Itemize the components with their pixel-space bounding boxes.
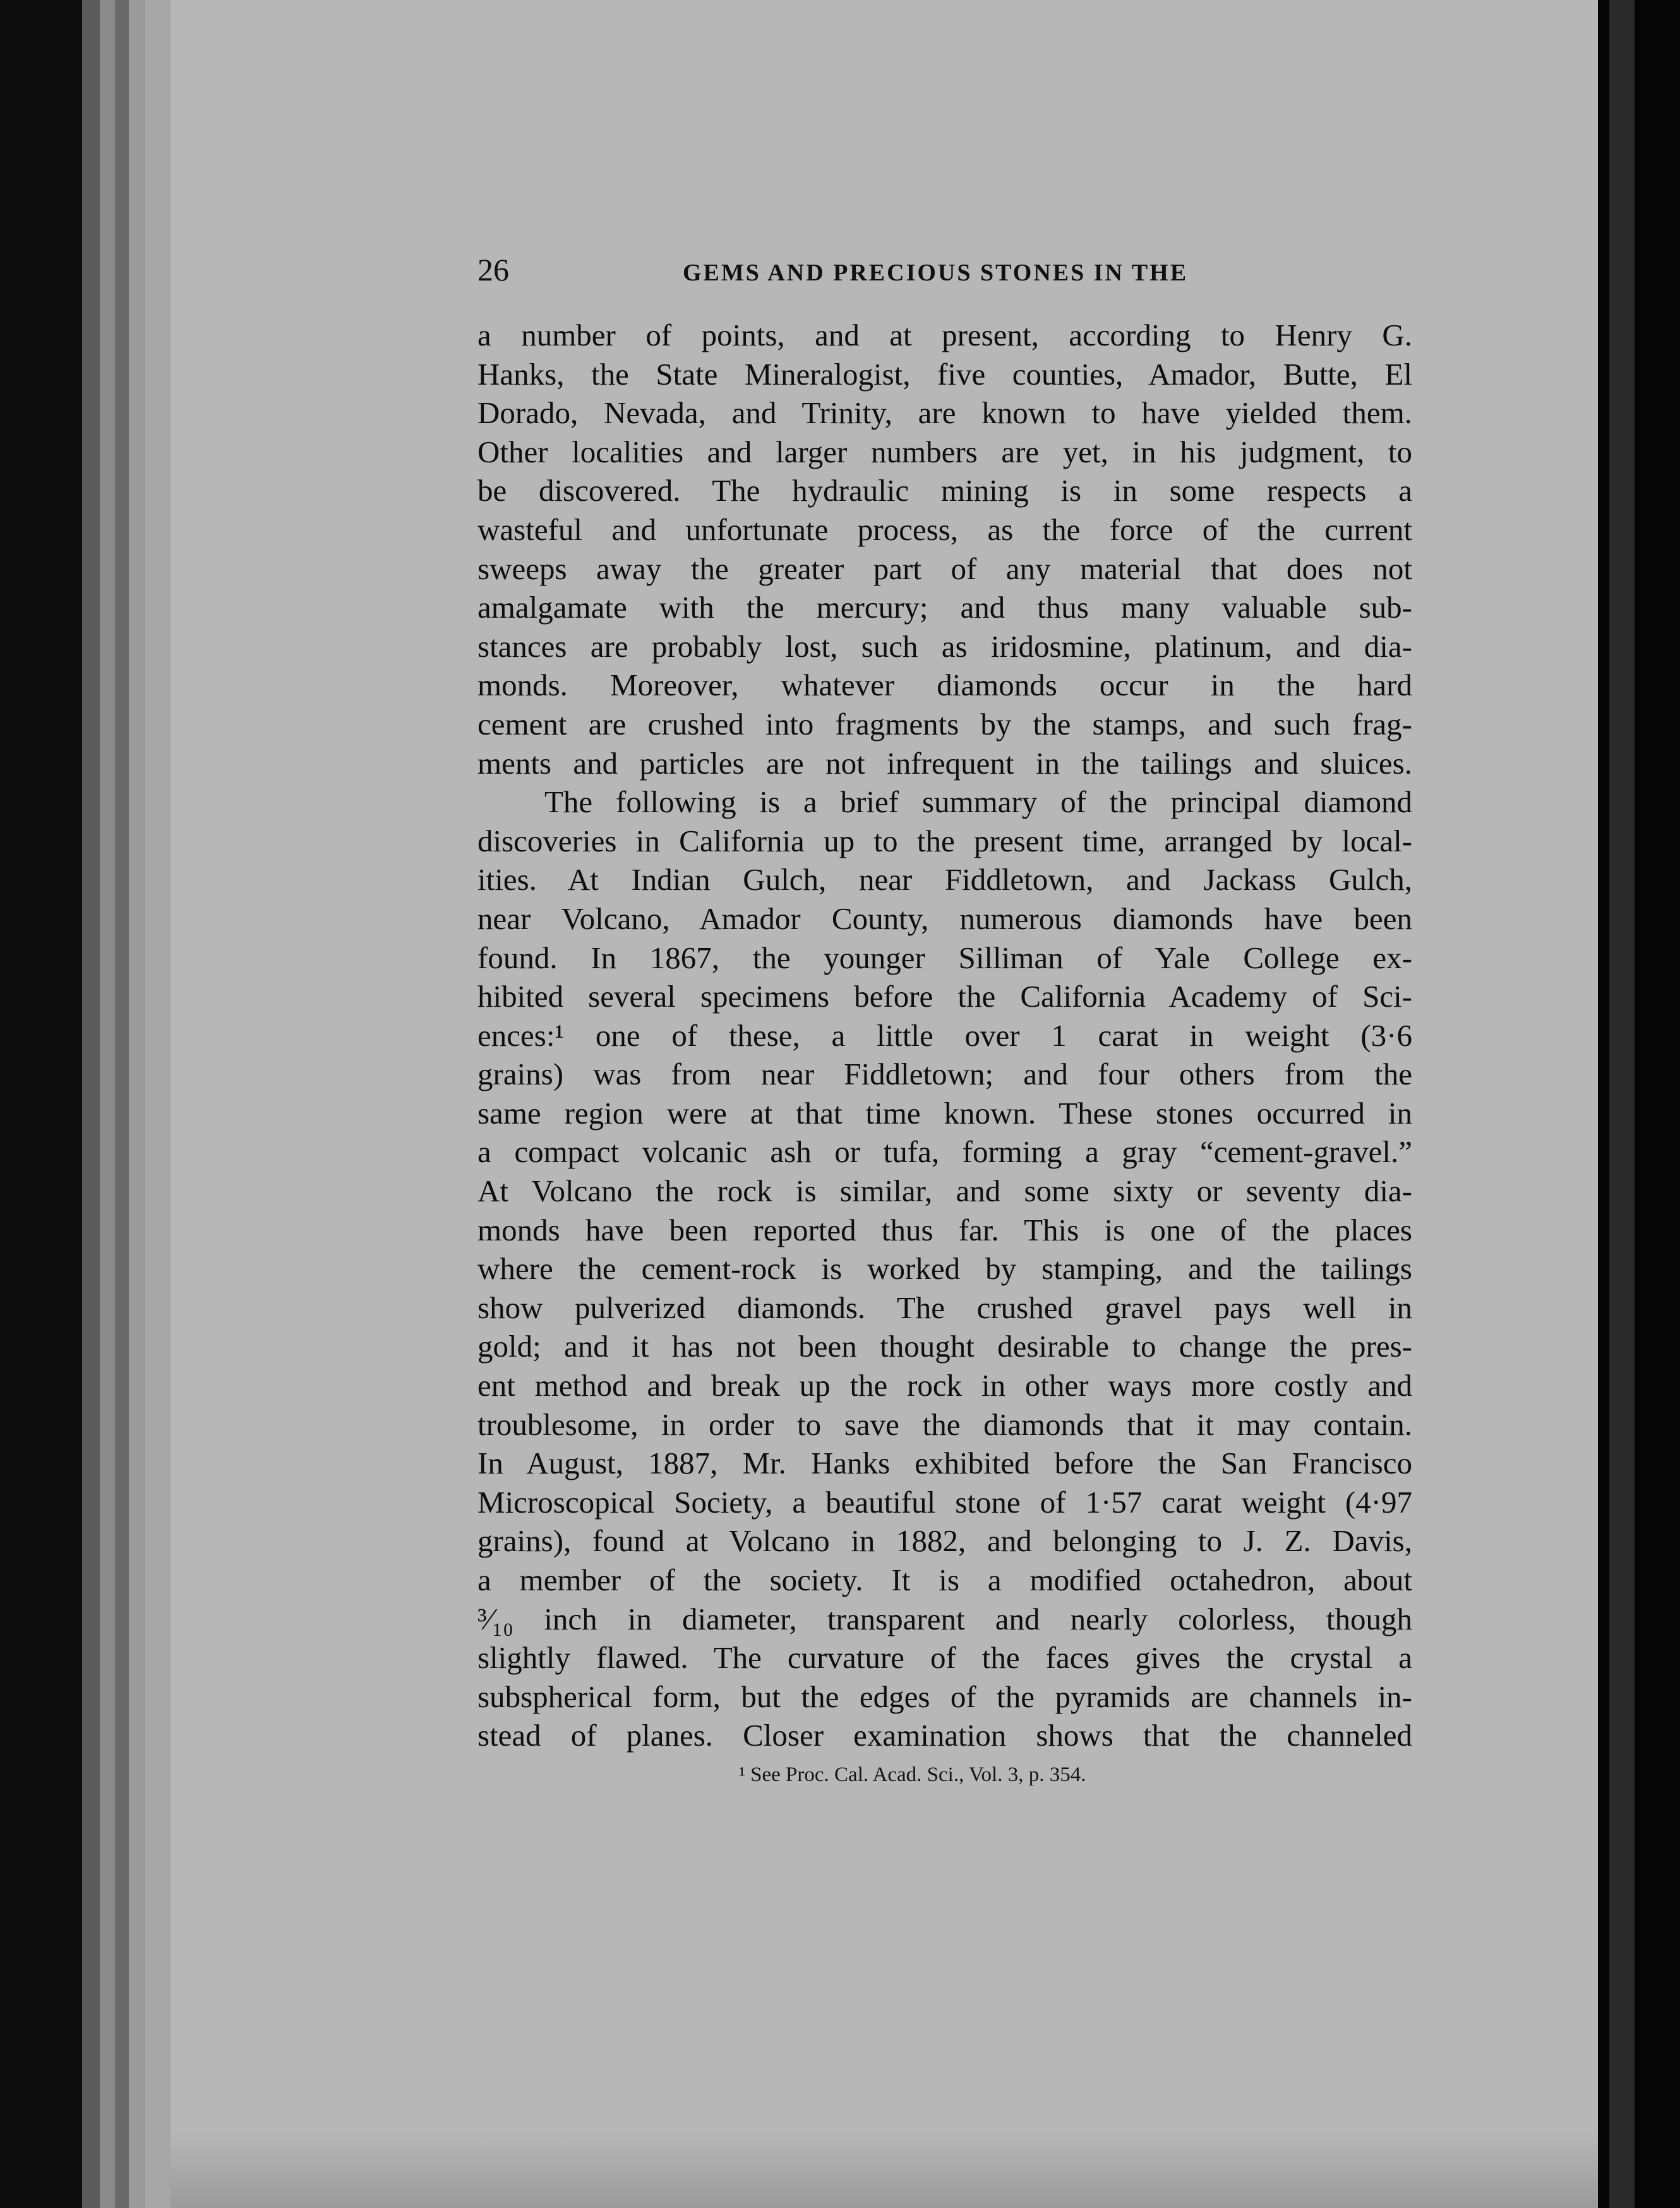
page-edge — [115, 0, 129, 2208]
text-line: gold; and it has not been thought desirable to change the pres- — [477, 1329, 1412, 1364]
text-line: found. In 1867, the younger Silliman of Yale College ex- — [477, 940, 1412, 975]
page-shadow — [171, 2132, 1598, 2208]
text-line: a compact volcanic ash or tufa, forming a gray “cement-gravel.” — [477, 1134, 1412, 1170]
text-line: The following is a brief summary of the principal diamond — [544, 784, 1412, 820]
text-line: Microscopical Society, a beautiful stone of 1·57 carat weight (4·97 — [477, 1484, 1412, 1520]
paragraph — [477, 316, 1412, 783]
text-line: subspherical form, but the edges of the pyramids are channels in- — [477, 1679, 1412, 1714]
running-title: GEMS AND PRECIOUS STONES IN THE — [683, 260, 1189, 286]
text-line: monds. Moreover, whatever diamonds occur in the hard — [477, 668, 1412, 703]
page-edge — [82, 0, 100, 2208]
text-line: stances are probably lost, such as iridosmine, platinum, and dia- — [477, 628, 1412, 664]
text-line: monds have been reported thus far. This is one of the places — [477, 1212, 1412, 1247]
page-number: 26 — [477, 252, 509, 287]
text-line: Other localities and larger numbers are yet, in his judgment, to — [477, 434, 1412, 469]
text-line: troublesome, in order to save the diamonds that it may contain. — [477, 1407, 1412, 1442]
text-line: a number of points, and at present, according to Henry G. — [477, 318, 1412, 352]
text-line: Dorado, Nevada, and Trinity, are known to have yielded them. — [477, 395, 1412, 431]
page-edge — [145, 0, 171, 2208]
text-line: stead of planes. Closer examination shows that the channeled — [477, 1718, 1412, 1753]
text-line: At Volcano the rock is similar, and some sixty or seventy dia- — [477, 1173, 1412, 1209]
facing-page-edge — [1609, 0, 1635, 2208]
text-line: ent method and break up the rock in other ways more costly and — [477, 1368, 1412, 1403]
text-line: ments and particles are not infrequent in the tailings and sluices. — [477, 745, 1412, 781]
text-line: grains), found at Volcano in 1882, and belonging to J. Z. Davis, — [477, 1523, 1412, 1559]
text-line: a member of the society. It is a modified octahedron, about — [477, 1563, 1412, 1597]
text-line: be discovered. The hydraulic mining is in some respects a — [477, 473, 1412, 508]
text-line: grains) was from near Fiddletown; and four others from the — [477, 1057, 1412, 1092]
text-line: cement are crushed into fragments by the stamps, and such frag- — [477, 706, 1412, 741]
text-line: where the cement-rock is worked by stamping, and the tailings — [477, 1251, 1412, 1287]
footnote: ¹ See Proc. Cal. Acad. Sci., Vol. 3, p. 354. — [739, 1763, 1086, 1786]
running-head — [477, 251, 1406, 289]
text-line: hibited several specimens before the California Academy of Sci- — [477, 979, 1412, 1014]
text-line: ³⁄₁₀ inch in diameter, transparent and nearly colorless, though — [477, 1601, 1412, 1636]
page-edge — [100, 0, 115, 2208]
body-text — [477, 316, 1412, 1755]
page-edge — [129, 0, 145, 2208]
text-line: wasteful and unfortunate process, as the force of the current — [477, 512, 1412, 547]
text-line: discoveries in California up to the present time, arranged by local- — [477, 823, 1412, 858]
paragraph — [477, 783, 1412, 1755]
text-line: amalgamate with the mercury; and thus many valuable sub- — [477, 590, 1412, 625]
text-line: near Volcano, Amador County, numerous diamonds have been — [477, 901, 1412, 936]
text-line: slightly flawed. The curvature of the faces gives the crystal a — [477, 1640, 1412, 1676]
text-line: Hanks, the State Mineralogist, five counties, Amador, Butte, El — [477, 356, 1412, 392]
text-line: show pulverized diamonds. The crushed gravel pays well in — [477, 1290, 1412, 1325]
text-line: ities. At Indian Gulch, near Fiddletown, and Jackass Gulch, — [477, 862, 1412, 897]
text-line: In August, 1887, Mr. Hanks exhibited before the San Francisco — [477, 1446, 1412, 1481]
text-line: same region were at that time known. These stones occurred in — [477, 1095, 1412, 1131]
text-line: sweeps away the greater part of any material that does not — [477, 551, 1412, 586]
text-line: ences:¹ one of these, a little over 1 carat in weight (3·6 — [477, 1017, 1412, 1053]
